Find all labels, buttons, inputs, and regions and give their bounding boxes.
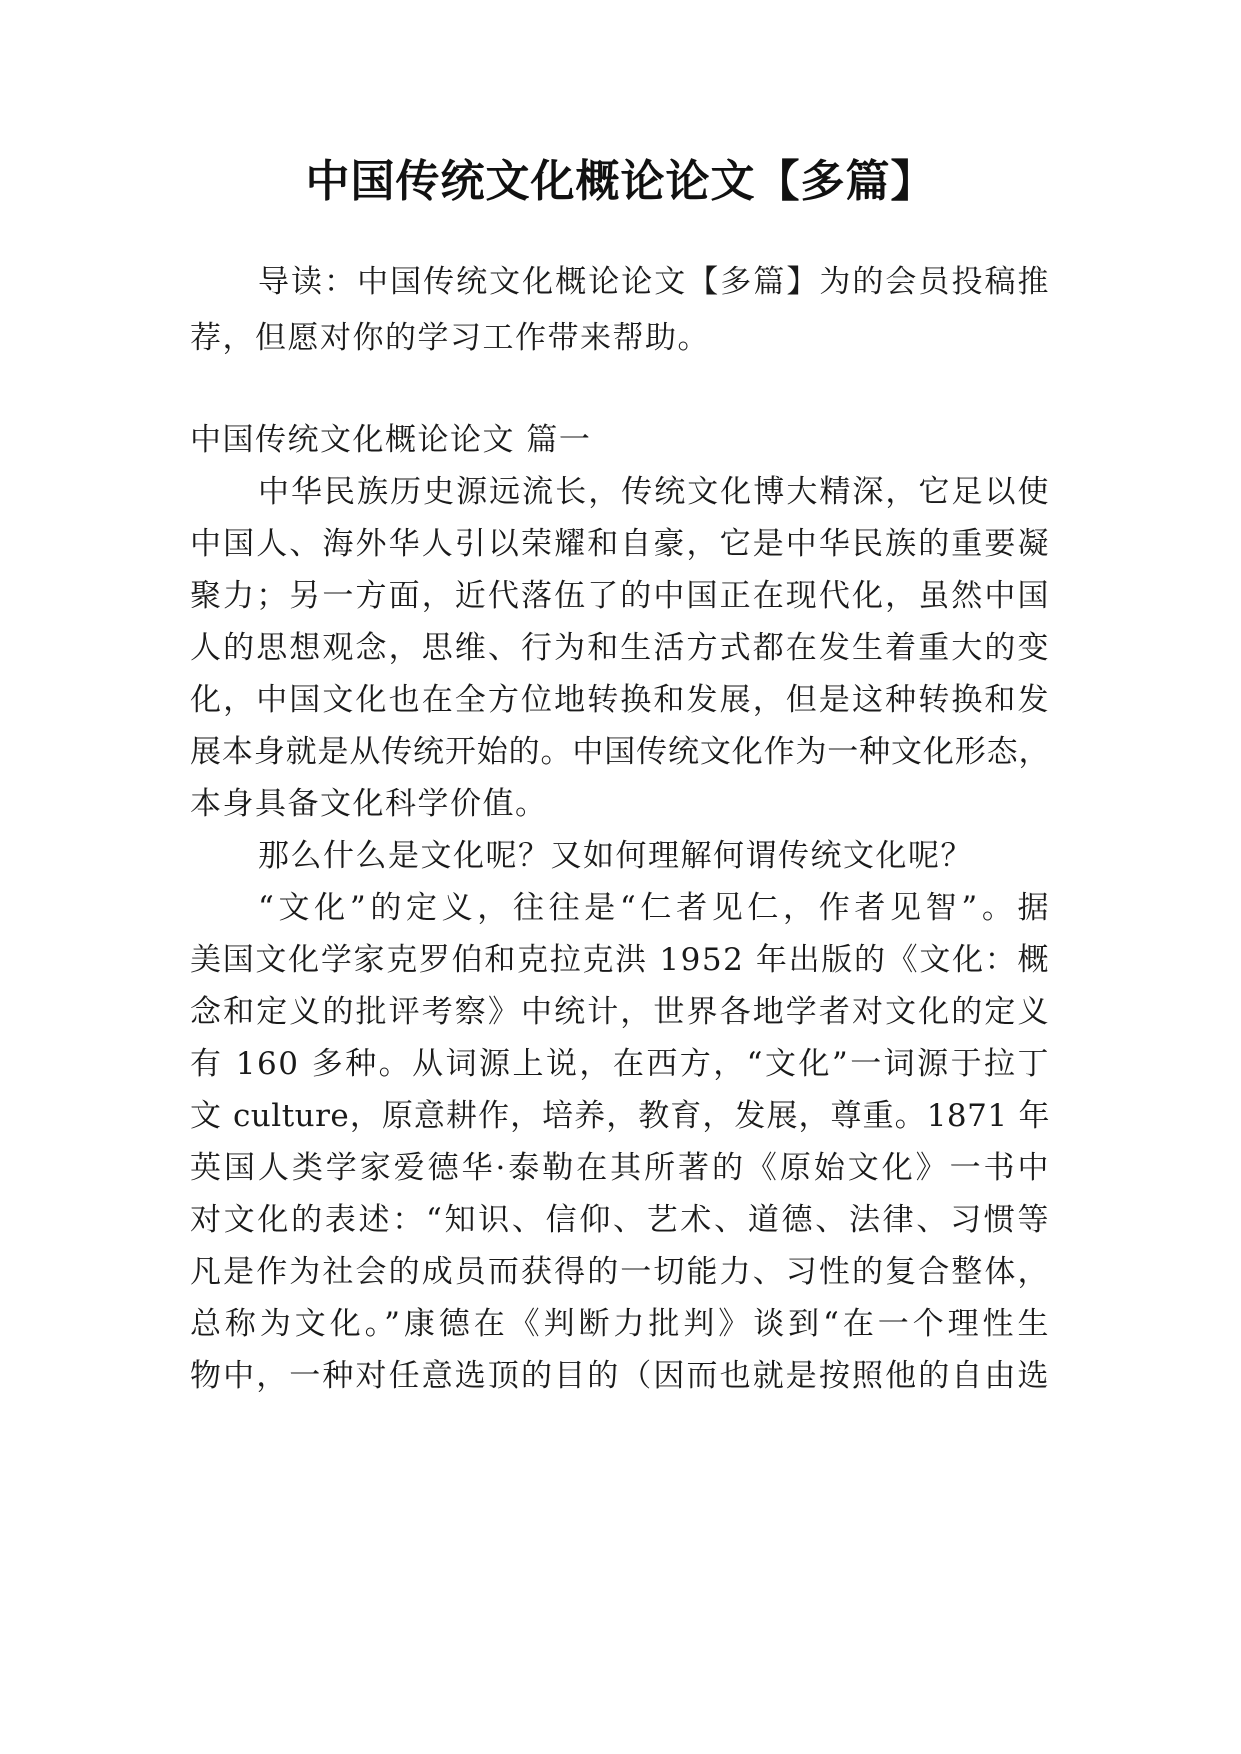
body-line: 中国人、海外华人引以荣耀和自豪，它是中华民族的重要凝 xyxy=(190,526,1050,562)
body-line: 念和定义的批评考察》中统计，世界各地学者对文化的定义 xyxy=(190,994,1050,1030)
body-line: “文化”的定义，往往是“仁者见仁，作者见智”。据 xyxy=(258,890,1050,926)
body-line: 展本身就是从传统开始的。中国传统文化作为一种文化形态， xyxy=(190,734,1050,770)
body-line: 化，中国文化也在全方位地转换和发展，但是这种转换和发 xyxy=(190,682,1050,718)
body-line: 凡是作为社会的成员而获得的一切能力、习性的复合整体， xyxy=(190,1254,1050,1290)
section-heading: 中国传统文化概论论文 篇一 xyxy=(190,422,592,458)
body-line: 有 160 多种。从词源上说，在西方，“文化”一词源于拉丁 xyxy=(190,1046,1050,1082)
intro-line: 荐，但愿对你的学习工作带来帮助。 xyxy=(190,320,710,356)
body-line: 那么什么是文化呢？又如何理解何谓传统文化呢？ xyxy=(258,838,973,874)
body-line: 总称为文化。”康德在《判断力批判》谈到“在一个理性生 xyxy=(190,1306,1050,1342)
body-line: 中华民族历史源远流长，传统文化博大精深，它足以使 xyxy=(258,474,1050,510)
body-line: 本身具备文化科学价值。 xyxy=(190,786,548,822)
body-line: 人的思想观念，思维、行为和生活方式都在发生着重大的变 xyxy=(190,630,1050,666)
body-line: 聚力；另一方面，近代落伍了的中国正在现代化，虽然中国 xyxy=(190,578,1050,614)
body-line: 美国文化学家克罗伯和克拉克洪 1952 年出版的《文化：概 xyxy=(190,942,1050,978)
body-line: 物中，一种对任意选顶的目的（因而也就是按照他的自由选 xyxy=(190,1358,1050,1394)
body-line: 对文化的表述：“知识、信仰、艺术、道德、法律、习惯等 xyxy=(190,1202,1050,1238)
intro-line: 导读：中国传统文化概论论文【多篇】为的会员投稿推 xyxy=(258,264,1050,300)
body-line: 英国人类学家爱德华·泰勒在其所著的《原始文化》一书中 xyxy=(190,1150,1050,1186)
document-title: 中国传统文化概论论文【多篇】 xyxy=(305,156,936,207)
body-line: 文 culture，原意耕作，培养，教育，发展，尊重。1871 年 xyxy=(190,1098,1050,1134)
